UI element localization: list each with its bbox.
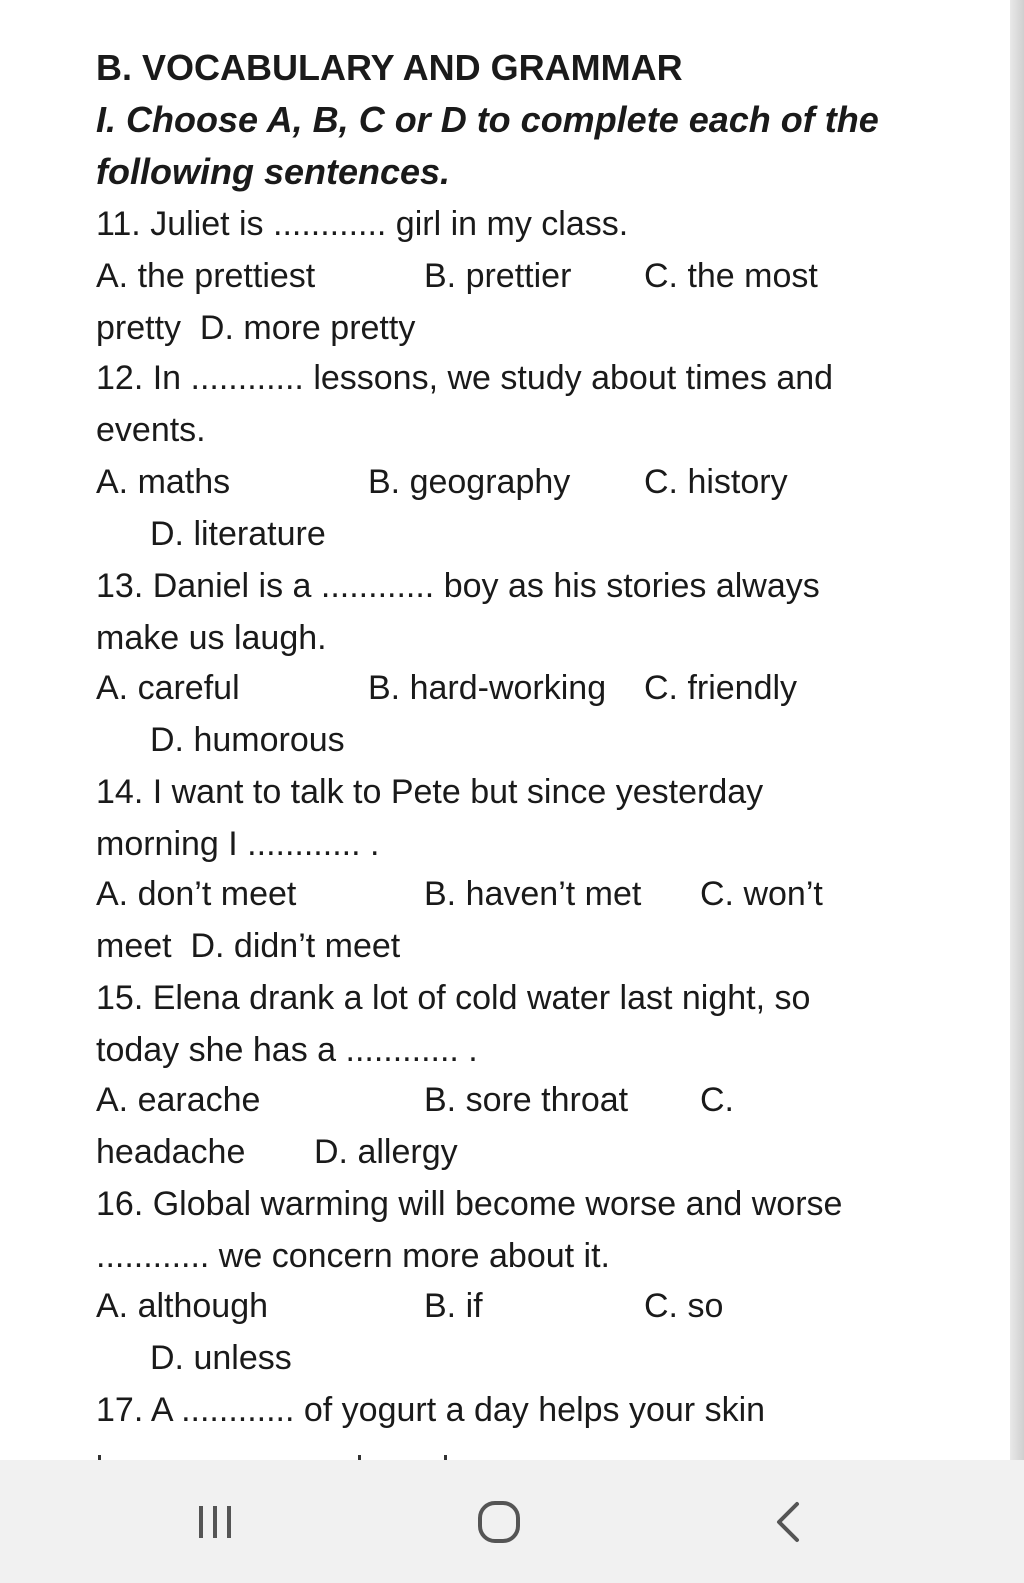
question-11-stem: 11. Juliet is ............ girl in my class. [96,205,629,243]
question-15-option-c-text: headache [96,1133,246,1171]
cut-off-text-line [96,1446,696,1460]
question-14-option-b: B. haven’t met [424,875,642,913]
question-11-option-a: A. the prettiest [96,257,316,295]
question-16-stem-2: ............ we concern more about it. [96,1237,611,1275]
question-11-option-b: B. prettier [424,257,572,295]
back-button[interactable] [734,1460,844,1583]
page-edge-shadow [1010,0,1024,1460]
question-13-option-b: B. hard-working [368,669,607,707]
question-15-stem-1: 15. Elena drank a lot of cold water last night, so [96,979,811,1017]
question-14-option-c-d: meet D. didn’t meet [96,927,401,965]
question-14-stem-2: morning I ............ . [96,825,380,863]
question-12-option-c: C. history [644,463,788,501]
question-15-option-b: B. sore throat [424,1081,629,1119]
question-12-stem-2: events. [96,411,206,449]
question-14-option-c: C. won’t [700,875,823,913]
question-13-option-a: A. careful [96,669,240,707]
cut-off-text-marks [96,1446,696,1460]
question-11-option-c-d: pretty D. more pretty [96,309,416,347]
question-13-stem-1: 13. Daniel is a ............ boy as his stories always [96,567,820,605]
question-16-option-a: A. although [96,1287,269,1325]
home-button[interactable] [444,1460,554,1583]
question-15-option-d: D. allergy [314,1133,458,1171]
question-12-option-d: D. literature [150,515,326,553]
recents-button[interactable] [160,1460,270,1583]
recents-icon [195,1502,235,1542]
question-17-stem-1: 17. A ............ of yogurt a day helps your skin [96,1391,766,1429]
question-12-stem-1: 12. In ............ lessons, we study about times and [96,359,834,397]
question-12-option-b: B. geography [368,463,571,501]
question-14-stem-1: 14. I want to talk to Pete but since yesterday [96,773,764,811]
instruction-line-1: I. Choose A, B, C or D to complete each of the [96,99,879,140]
section-title: B. VOCABULARY AND GRAMMAR [96,47,683,88]
question-15-stem-2: today she has a ............ . [96,1031,478,1069]
question-12-option-a: A. maths [96,463,231,501]
question-16-option-c: C. so [644,1287,724,1325]
question-16-stem-1: 16. Global warming will become worse and worse [96,1185,843,1223]
question-13-option-d: D. humorous [150,721,345,759]
question-16-option-b: B. if [424,1287,483,1325]
navigation-bar [0,1460,1024,1583]
question-13-option-c: C. friendly [644,669,798,707]
question-13-stem-2: make us laugh. [96,619,327,657]
question-15-option-a: A. earache [96,1081,261,1119]
instruction-line-2: following sentences. [96,151,451,192]
question-11-option-c: C. the most [644,257,818,295]
question-15-option-c: C. [700,1081,734,1119]
home-icon [475,1498,523,1546]
back-icon [769,1500,809,1544]
question-14-option-a: A. don’t meet [96,875,297,913]
question-16-option-d: D. unless [150,1339,292,1377]
